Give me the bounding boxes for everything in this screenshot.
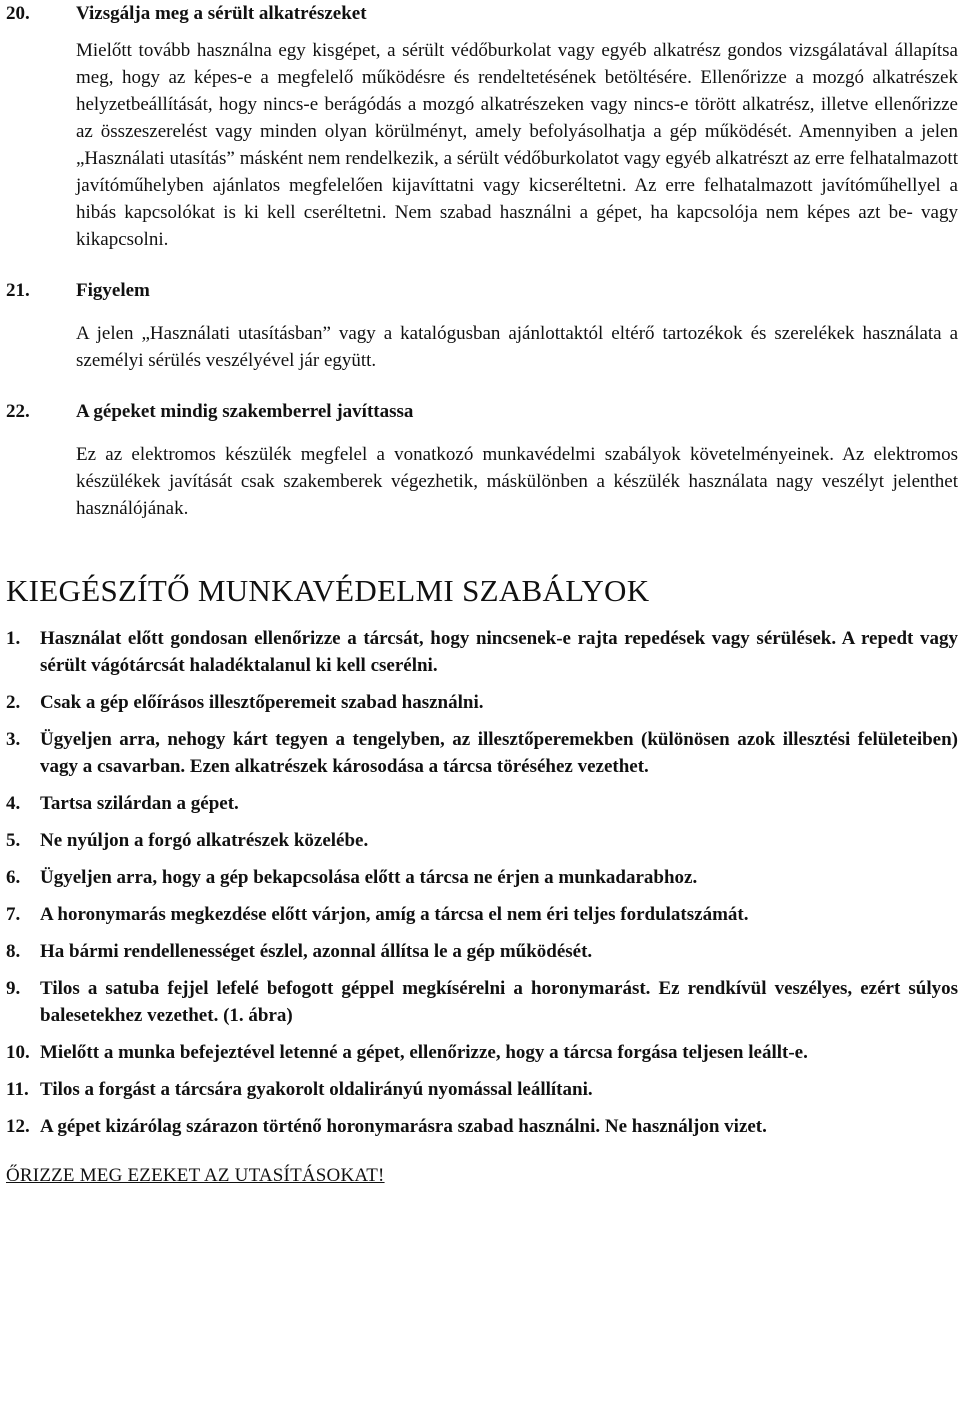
rule-item xyxy=(6,1039,958,1066)
rule-number: 4. xyxy=(6,793,21,814)
section-body: Ez az elektromos készülék megfelel a vonatkozó munkavédelmi szabályok követelményeinek. Az elektromos készülékek javítását csak szakemberek végezhetik, máskülönben a készülék használata nagy veszélyt jelenthet használójának. xyxy=(76,444,958,519)
section-body: A jelen „Használati utasításban” vagy a katalógusban ajánlottaktól eltérő tartozékok és szerelékek használata a személyi sérülés veszélyével jár együtt. xyxy=(76,323,958,371)
rule-item xyxy=(6,726,958,780)
section-21 xyxy=(6,277,958,374)
rules-title: KIEGÉSZÍTŐ MUNKAVÉDELMI SZABÁLYOK xyxy=(6,573,650,608)
rules-list xyxy=(6,625,958,1140)
rule-text: Ügyeljen arra, hogy a gép bekapcsolása előtt a tárcsa ne érjen a munkadarabhoz. xyxy=(40,867,698,888)
rule-item xyxy=(6,975,958,1029)
rule-text: A gépet kizárólag szárazon történő horonymarásra szabad használni. Ne használjon vizet. xyxy=(40,1116,767,1137)
section-title: Vizsgálja meg a sérült alkatrészeket xyxy=(76,3,367,24)
section-heading xyxy=(6,277,958,304)
rule-item xyxy=(6,689,958,716)
section-number: 21. xyxy=(6,280,30,301)
rule-item xyxy=(6,938,958,965)
rule-number: 1. xyxy=(6,628,21,649)
rule-item xyxy=(6,790,958,817)
rule-text: Ügyeljen arra, nehogy kárt tegyen a tengelyben, az illesztőperemekben (különösen azok illesztési felületeiben) vagy a csavarban. Ezen alkatrészek károsodása a tárcsa töréséhez vezethet. xyxy=(40,729,958,777)
rule-number: 9. xyxy=(6,978,21,999)
rule-text: Ha bármi rendellenességet észlel, azonnal állítsa le a gép működését. xyxy=(40,941,593,962)
section-22 xyxy=(6,398,958,522)
section-title: Figyelem xyxy=(76,280,150,301)
rule-item xyxy=(6,827,958,854)
rule-item xyxy=(6,901,958,928)
rule-item xyxy=(6,625,958,679)
rule-item xyxy=(6,1076,958,1103)
section-body: Mielőtt tovább használna egy kisgépet, a sérült védőburkolat vagy egyéb alkatrész gondos vizsgálatával állapítsa meg, hogy az képes-e a megfelelő működésre és rendeltetésének betöltésére. Ellenőrizze a mozgó alkatrészek helyzetbeállítását, hogy nincs-e berágódás a mozgó alkatrészeken vagy nincs-e törött alkatrész, illetve ellenőrizze az összeszerelést vagy minden olyan körülményt, amely befolyásolhatja a gép működését. Amennyiben a jelen „Használati utasítás” másként nem rendelkezik, a sérült védőburkolatot vagy egyéb alkatrészt az erre felhatalmazott javítóműhelyben ajánlatos megfelelően kijavíttatni vagy kicseréltetni. Az erre felhatalmazott javítóműhellyel a hibás kapcsolókat is ki kell cseréltetni. Nem szabad használni a gépet, ha kapcsolója nem képes azt be- vagy kikapcsolni. xyxy=(76,40,958,250)
rule-item xyxy=(6,1113,958,1140)
rule-number: 8. xyxy=(6,941,21,962)
rule-text: Használat előtt gondosan ellenőrizze a tárcsát, hogy nincsenek-e rajta repedések vagy sérülések. A repedt vagy sérült vágótárcsát haladéktalanul ki kell cserélni. xyxy=(40,628,958,676)
section-number: 20. xyxy=(6,3,30,24)
rule-number: 3. xyxy=(6,729,21,750)
rule-item xyxy=(6,864,958,891)
rule-number: 12. xyxy=(6,1116,30,1137)
section-heading xyxy=(6,0,958,27)
rule-number: 5. xyxy=(6,830,21,851)
rule-number: 10. xyxy=(6,1042,30,1063)
rule-number: 2. xyxy=(6,692,21,713)
section-20 xyxy=(6,0,958,253)
rule-text: Tilos a forgást a tárcsára gyakorolt oldalirányú nyomással leállítani. xyxy=(40,1079,593,1100)
rule-number: 6. xyxy=(6,867,21,888)
section-title: A gépeket mindig szakemberrel javíttassa xyxy=(76,401,414,422)
section-heading xyxy=(6,398,958,425)
footer-note: ŐRIZZE MEG EZEKET AZ UTASÍTÁSOKAT! xyxy=(6,1165,385,1186)
rule-text: Mielőtt a munka befejeztével letenné a gépet, ellenőrizze, hogy a tárcsa forgása teljesen leállt-e. xyxy=(40,1042,808,1063)
rule-text: Tilos a satuba fejjel lefelé befogott géppel megkísérelni a horonymarást. Ez rendkívül veszélyes, ezért súlyos balesetekhez vezethet. (1. ábra) xyxy=(40,978,958,1026)
rule-number: 11. xyxy=(6,1079,29,1100)
rule-text: Tartsa szilárdan a gépet. xyxy=(40,793,239,814)
rule-text: Ne nyúljon a forgó alkatrészek közelébe. xyxy=(40,830,369,851)
rule-number: 7. xyxy=(6,904,21,925)
rule-text: Csak a gép előírásos illesztőperemeit szabad használni. xyxy=(40,692,484,713)
section-number: 22. xyxy=(6,401,30,422)
rule-text: A horonymarás megkezdése előtt várjon, amíg a tárcsa el nem éri teljes fordulatszámát. xyxy=(40,904,749,925)
